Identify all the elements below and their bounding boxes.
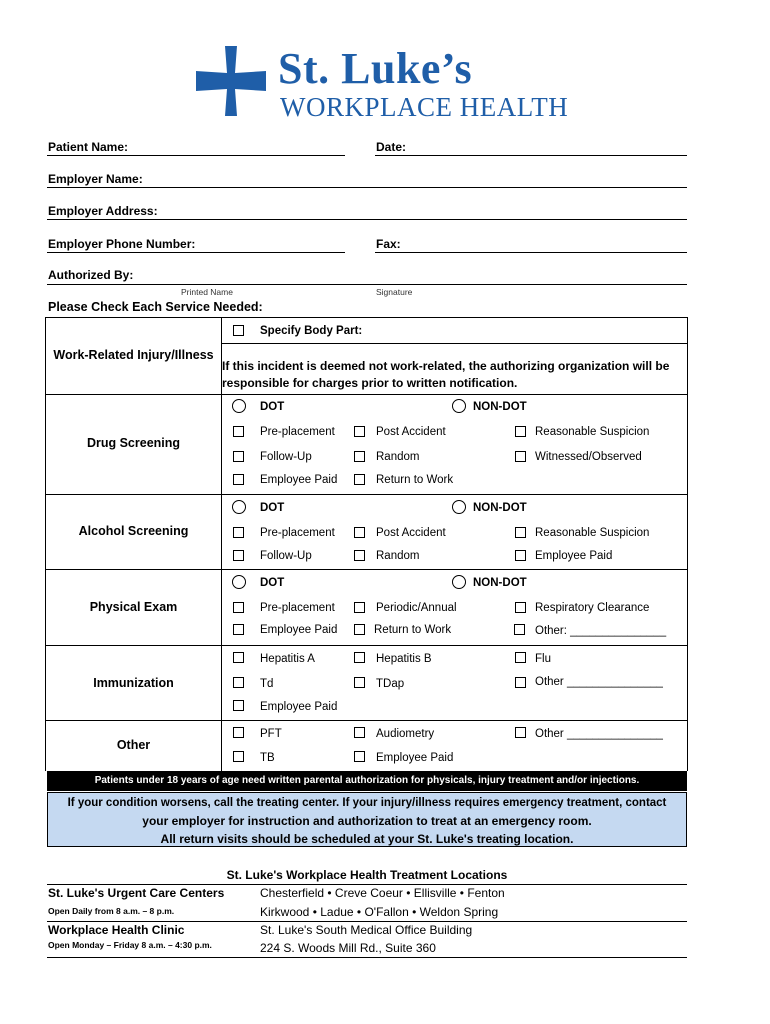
services-heading: Please Check Each Service Needed: xyxy=(48,300,263,314)
employer-name-field[interactable] xyxy=(47,187,687,188)
option-label: Return to Work xyxy=(374,624,452,636)
option-label: Random xyxy=(376,550,420,562)
clinic-hours: Open Monday – Friday 8 a.m. – 4:30 p.m. xyxy=(48,940,212,950)
clinic-building: St. Luke's South Medical Office Building xyxy=(260,923,473,937)
option-label: Pre-placement xyxy=(260,426,335,438)
option-label: TDap xyxy=(376,678,405,690)
alcohol-dot-radio[interactable] xyxy=(232,500,246,514)
checkbox[interactable] xyxy=(233,751,244,762)
checkbox[interactable] xyxy=(354,451,365,462)
employer-address-field[interactable] xyxy=(47,219,687,220)
option-label: Employee Paid xyxy=(260,701,338,713)
logo-subtitle: WORKPLACE HEALTH xyxy=(280,92,569,122)
option-label: Random xyxy=(376,451,420,463)
clinic-name: Workplace Health Clinic xyxy=(48,923,185,937)
checkbox[interactable] xyxy=(515,451,526,462)
checkbox[interactable] xyxy=(515,426,526,437)
option-label: TB xyxy=(260,752,275,764)
checkbox[interactable] xyxy=(515,652,526,663)
printed-name-caption: Printed Name xyxy=(181,287,233,297)
checkbox[interactable] xyxy=(233,474,244,485)
checkbox[interactable] xyxy=(354,527,365,538)
option-label: Return to Work xyxy=(376,474,454,486)
alcohol-dot-label: DOT xyxy=(260,502,285,514)
emergency-warning xyxy=(47,792,687,847)
checkbox[interactable] xyxy=(233,550,244,561)
warning-line-3: All return visits should be scheduled at your St. Luke's treating location. xyxy=(160,832,574,846)
employer-address-label: Employer Address: xyxy=(48,204,158,218)
logo-cross-icon xyxy=(196,46,266,116)
option-label: Td xyxy=(260,678,274,690)
drug-dot-radio[interactable] xyxy=(232,399,246,413)
drug-dot-label: DOT xyxy=(260,401,285,413)
locations-title: St. Luke's Workplace Health Treatment Locations xyxy=(226,868,508,882)
option-label: Witnessed/Observed xyxy=(535,451,642,463)
checkbox[interactable] xyxy=(515,527,526,538)
alcohol-screening-label: Alcohol Screening xyxy=(78,524,189,538)
option-label: Follow-Up xyxy=(260,451,312,463)
employer-name-label: Employer Name: xyxy=(48,172,143,186)
option-label: Reasonable Suspicion xyxy=(535,426,650,438)
alcohol-nondot-radio[interactable] xyxy=(452,500,466,514)
option-label: Audiometry xyxy=(376,728,435,740)
checkbox[interactable] xyxy=(233,727,244,738)
option-label: Employee Paid xyxy=(376,752,454,764)
fax-label: Fax: xyxy=(376,237,401,251)
patient-name-field[interactable] xyxy=(47,155,345,156)
checkbox[interactable] xyxy=(233,451,244,462)
checkbox[interactable] xyxy=(354,550,365,561)
checkbox[interactable] xyxy=(233,602,244,613)
option-label: Reasonable Suspicion xyxy=(535,527,650,539)
checkbox[interactable] xyxy=(515,602,526,613)
work-related-note-1: If this incident is deemed not work-related, the authorizing organization will be xyxy=(222,359,670,373)
drug-nondot-label: NON-DOT xyxy=(473,401,527,413)
checkbox[interactable] xyxy=(515,677,526,688)
alcohol-nondot-label: NON-DOT xyxy=(473,502,527,514)
urgent-care-name: St. Luke's Urgent Care Centers xyxy=(48,886,225,900)
checkbox[interactable] xyxy=(515,727,526,738)
warning-line-2: your employer for instruction and authorization to treat at an emergency room. xyxy=(142,814,592,828)
option-label: Other: _______________ xyxy=(535,625,667,637)
drug-screening-label: Drug Screening xyxy=(86,436,181,450)
fax-field[interactable] xyxy=(375,252,687,253)
option-label: Employee Paid xyxy=(260,474,338,486)
checkbox[interactable] xyxy=(354,426,365,437)
checkbox[interactable] xyxy=(233,426,244,437)
physical-dot-label: DOT xyxy=(260,577,285,589)
patient-name-label: Patient Name: xyxy=(48,140,129,154)
option-label: Flu xyxy=(535,653,551,665)
checkbox[interactable] xyxy=(354,474,365,485)
urgent-care-cities-1: Chesterfield • Creve Coeur • Ellisville • Fenton xyxy=(260,886,505,900)
checkbox[interactable] xyxy=(354,727,365,738)
physical-nondot-radio[interactable] xyxy=(452,575,466,589)
option-label: Post Accident xyxy=(376,426,446,438)
checkbox[interactable] xyxy=(233,677,244,688)
option-label: Respiratory Clearance xyxy=(535,602,650,614)
employer-phone-label: Employer Phone Number: xyxy=(48,237,196,251)
option-label: Other _______________ xyxy=(535,728,663,740)
checkbox[interactable] xyxy=(354,751,365,762)
checkbox[interactable] xyxy=(354,677,365,688)
date-field[interactable] xyxy=(375,155,687,156)
option-label: Follow-Up xyxy=(260,550,312,562)
authorized-by-label: Authorized By: xyxy=(48,268,134,282)
immunization-label: Immunization xyxy=(93,676,174,690)
urgent-care-hours: Open Daily from 8 a.m. – 8 p.m. xyxy=(48,906,175,916)
checkbox[interactable] xyxy=(354,602,365,613)
logo-title: St. Luke’s xyxy=(278,44,473,93)
option-label: Employee Paid xyxy=(535,550,613,562)
checkbox[interactable] xyxy=(233,652,244,663)
clinic-address: 224 S. Woods Mill Rd., Suite 360 xyxy=(260,941,436,955)
physical-dot-radio[interactable] xyxy=(232,575,246,589)
option-label: Post Accident xyxy=(376,527,446,539)
option-label: Pre-placement xyxy=(260,527,335,539)
parental-authorization-notice: Patients under 18 years of age need written parental authorization for physicals, injury treatment and/or injections. xyxy=(47,771,687,791)
other-services-label: Other xyxy=(116,738,151,752)
signature-caption: Signature xyxy=(376,287,413,297)
checkbox[interactable] xyxy=(233,527,244,538)
option-label: Hepatitis B xyxy=(376,653,432,665)
work-related-label: Work-Related Injury/Illness xyxy=(53,348,214,362)
option-label: Other _______________ xyxy=(535,676,663,688)
option-label: Employee Paid xyxy=(260,624,338,636)
checkbox[interactable] xyxy=(233,700,244,711)
warning-line-1: If your condition worsens, call the treating center. If your injury/illness requires emergency treatment, contact xyxy=(67,797,667,809)
option-label: PFT xyxy=(260,728,282,740)
date-label: Date: xyxy=(376,140,407,154)
option-label: Hepatitis A xyxy=(260,653,315,665)
option-label: Periodic/Annual xyxy=(376,602,457,614)
employer-phone-field[interactable] xyxy=(47,252,345,253)
work-related-note-2: responsible for charges prior to written notification. xyxy=(222,376,518,390)
checkbox[interactable] xyxy=(514,624,525,635)
checkbox[interactable] xyxy=(233,624,244,635)
authorized-by-field[interactable] xyxy=(47,284,687,285)
option-label: Pre-placement xyxy=(260,602,335,614)
checkbox[interactable] xyxy=(354,624,365,635)
drug-nondot-radio[interactable] xyxy=(452,399,466,413)
urgent-care-cities-2: Kirkwood • Ladue • O'Fallon • Weldon Spring xyxy=(260,905,499,919)
physical-exam-label: Physical Exam xyxy=(89,600,178,614)
checkbox[interactable] xyxy=(515,550,526,561)
checkbox[interactable] xyxy=(354,652,365,663)
specify-body-part-label: Specify Body Part: xyxy=(260,325,363,337)
physical-nondot-label: NON-DOT xyxy=(473,577,527,589)
specify-body-part-checkbox[interactable] xyxy=(233,325,244,336)
